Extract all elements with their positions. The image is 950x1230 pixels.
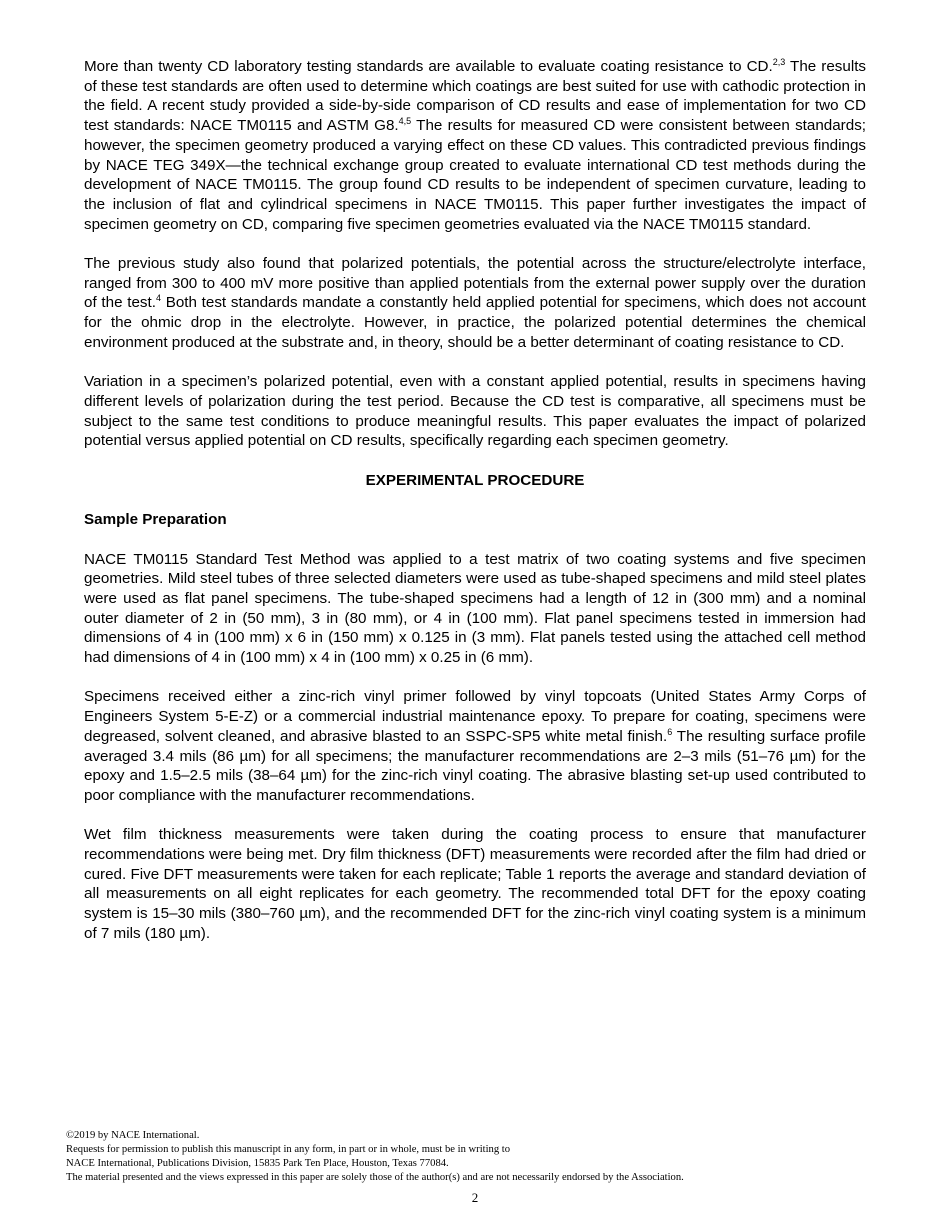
paragraph-text: NACE TM0115 Standard Test Method was applied to a test matrix of two coating systems and five specimen geometries. Mild steel tubes of three selected diameters were used as tube-shaped specimens and mild steel plates were used as flat panel specimens. The tube-shaped specimens had a length of 12 in (300 mm) and a nominal outer diameter of 2 in (50 mm), 3 in (80 mm), or 4 in (100 mm). Flat panel specimens tested in immersion had dimensions of 4 in (100 mm) x 6 in (150 mm) x 0.125 in (3 mm). Flat panels tested using the attached cell method had dimensions of 4 in (100 mm) x 4 in (100 mm) x 0.25 in (6 mm). bbox=[84, 550, 866, 667]
paragraph-text: Variation in a specimen’s polarized potential, even with a constant applied potential, results in specimens having different levels of polarization during the test period. Because the CD test is comparative, all specimens must be subject to the same test conditions to produce meaningful results. This paper evaluates the impact of polarized potential versus applied potential on CD results, specifically regarding each specimen geometry. bbox=[84, 373, 866, 450]
citation-superscript: 4 bbox=[155, 293, 161, 304]
citation-superscript: 4,5 bbox=[398, 116, 412, 127]
paragraph-text: The resulting surface profile averaged 3.4 mils (86 µm) for all specimens; the manufacturer recommendations are 2–3 mils (51–76 µm) for the epoxy and 1.5–2.5 mils (38–64 µm) for the zinc-rich vinyl coating. The abrasive blasting set-up used contributed to poor compliance with the manufacturer recommendations. bbox=[84, 727, 866, 804]
copyright-line: ©2019 by NACE International. bbox=[66, 1130, 200, 1141]
footer-notice bbox=[66, 1129, 886, 1185]
disclaimer-line: The material presented and the views expressed in this paper are solely those of the author(s) and are not necessarily endorsed by the Association. bbox=[66, 1172, 684, 1183]
paragraph-text: Both test standards mandate a constantly held applied potential for specimens, which does not account for the ohmic drop in the electrolyte. However, in practice, the polarized potential determines the chemical environment produced at the substrate and, in theory, should be a better determinant of coating resistance to CD. bbox=[84, 294, 866, 351]
intro-section bbox=[84, 57, 866, 451]
address-line: NACE International, Publications Division, 15835 Park Ten Place, Houston, Texas 77084. bbox=[66, 1158, 449, 1169]
permission-line: Requests for permission to publish this manuscript in any form, in part or in whole, must be in writing to bbox=[66, 1144, 511, 1155]
paragraph bbox=[84, 57, 866, 234]
body-text bbox=[84, 57, 866, 944]
paragraph-text: Wet film thickness measurements were taken during the coating process to ensure that manufacturer recommendations were being met. Dry film thickness (DFT) measurements were recorded after the film had dried or cured. Five DFT measurements were taken for each replicate; Table 1 reports the average and standard deviation of all measurements on all eight replicates for each geometry. The recommended total DFT for the epoxy coating system is 15–30 mils (380–760 µm), and the recommended DFT for the zinc-rich vinyl coating system is a minimum of 7 mils (180 µm). bbox=[84, 826, 866, 942]
paragraph-text: The results for measured CD were consistent between standards; however, the specimen geometry produced a varying effect on these CD values. This contradicted previous findings by NACE TEG 349X—the technical exchange group created to evaluate international CD test methods during the development of NACE TM0115. The group found CD results to be independent of specimen curvature, leading to the inclusion of flat and cylindrical specimens in NACE TM0115. This paper further investigates the impact of specimen geometry on CD, comparing five specimen geometries evaluated via the NACE TM0115 standard. bbox=[84, 117, 867, 233]
citation-superscript: 2,3 bbox=[772, 57, 786, 67]
paragraph-text: The results of these test standards are often used to determine which coatings are best suited for use with cathodic protection in the field. A recent study provided a side-by-side comparison of CD results and ease of implementation for two CD test standards: NACE TM0115 and ASTM G8. bbox=[84, 58, 867, 135]
paragraph bbox=[84, 825, 866, 943]
paragraph-text: More than twenty CD laboratory testing standards are available to evaluate coating resistance to CD. bbox=[84, 58, 773, 75]
paragraph bbox=[84, 687, 866, 805]
procedure-section bbox=[84, 550, 866, 944]
paragraph bbox=[84, 550, 866, 668]
paragraph bbox=[84, 254, 866, 353]
page-number: 2 bbox=[471, 1190, 479, 1205]
paragraph bbox=[84, 372, 866, 451]
sub-heading: Sample Preparation bbox=[84, 511, 227, 529]
paragraph-text: Specimens received either a zinc-rich vinyl primer followed by vinyl topcoats (United States Army Corps of Engineers System 5-E-Z) or a commercial industrial maintenance epoxy. To prepare for coating, specimens were degreased, solvent cleaned, and abrasive blasted to an SSPC-SP5 white metal finish. bbox=[84, 688, 866, 745]
section-heading: EXPERIMENTAL PROCEDURE bbox=[365, 471, 585, 489]
citation-superscript: 6 bbox=[667, 726, 673, 737]
paragraph-text: The previous study also found that polarized potentials, the potential across the structure/electrolyte interface, ranged from 300 to 400 mV more positive than applied potentials from the external power supply over the duration of the test. bbox=[84, 255, 866, 312]
